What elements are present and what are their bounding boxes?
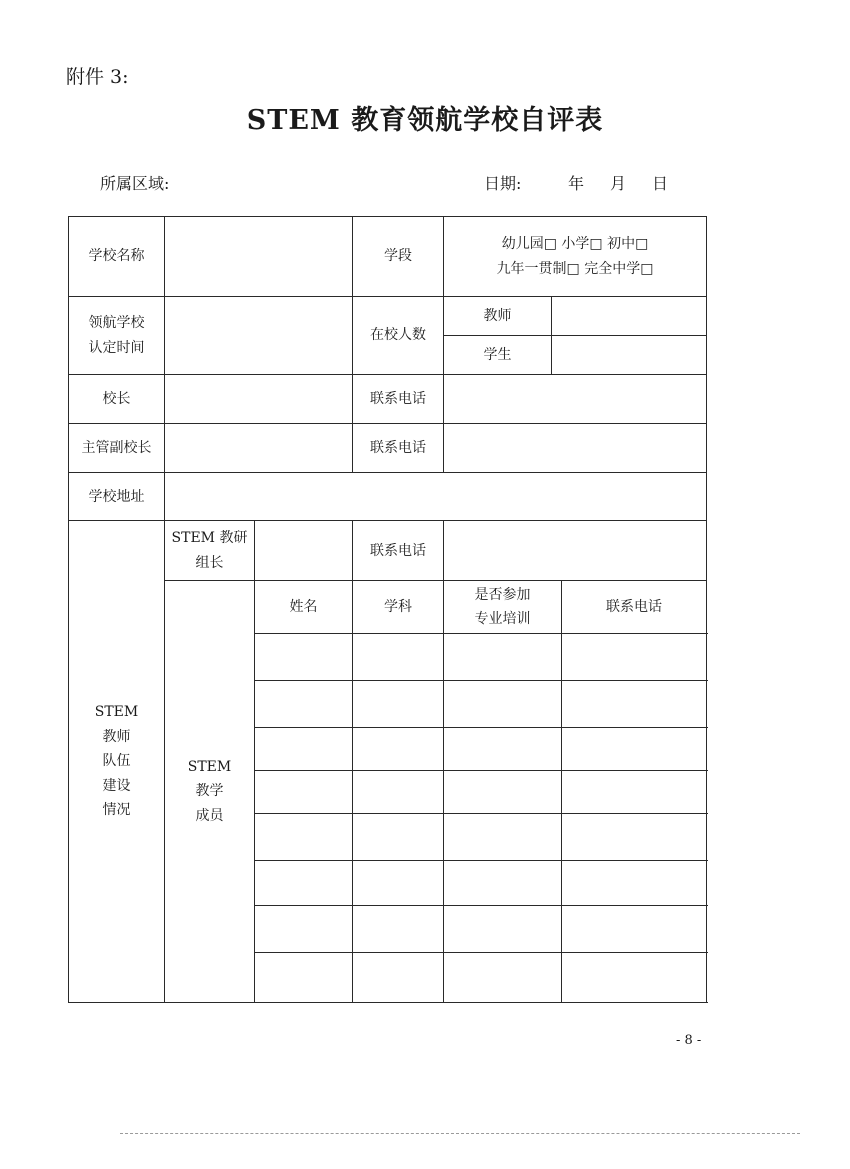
member-training-cell[interactable] xyxy=(444,860,562,905)
member-phone-cell[interactable] xyxy=(562,860,707,905)
member-subject-cell[interactable] xyxy=(353,634,444,680)
school-name-field[interactable] xyxy=(165,217,353,297)
member-phone-cell[interactable] xyxy=(562,634,707,680)
cert-time-label-line-2: 认定时间 xyxy=(88,339,145,356)
research-lead-label xyxy=(165,521,255,581)
teacher-count-label: 教师 xyxy=(444,297,552,336)
column-header-name: 姓名 xyxy=(255,581,353,634)
team-label-line-1: STEM xyxy=(94,704,139,721)
member-subject-cell[interactable] xyxy=(353,952,444,1002)
attachment-label: 附件 3: xyxy=(66,66,129,88)
student-count-label: 学生 xyxy=(444,336,552,375)
member-name-cell[interactable] xyxy=(255,860,353,905)
member-training-cell[interactable] xyxy=(444,634,562,680)
member-name-cell[interactable] xyxy=(255,952,353,1002)
member-training-cell[interactable] xyxy=(444,905,562,952)
members-label-line-2: 教学 xyxy=(195,783,224,800)
principal-field[interactable] xyxy=(165,375,353,424)
teacher-count-field[interactable] xyxy=(552,297,707,336)
team-label-line-2: 教师 xyxy=(102,728,131,745)
column-header-training xyxy=(444,581,562,634)
training-header-line-1: 是否参加 xyxy=(474,586,531,603)
member-name-cell[interactable] xyxy=(255,770,353,813)
day-label: 日 xyxy=(652,174,669,193)
member-training-cell[interactable] xyxy=(444,813,562,860)
cert-time-field[interactable] xyxy=(165,297,353,375)
member-name-cell[interactable] xyxy=(255,813,353,860)
team-label-line-4: 建设 xyxy=(102,777,131,794)
member-phone-cell[interactable] xyxy=(562,770,707,813)
member-training-cell[interactable] xyxy=(444,952,562,1002)
address-field[interactable] xyxy=(165,473,707,521)
principal-phone-field[interactable] xyxy=(444,375,707,424)
scan-artifact-line xyxy=(120,1133,800,1134)
member-subject-cell[interactable] xyxy=(353,860,444,905)
self-evaluation-form xyxy=(68,216,707,1003)
research-lead-phone-label: 联系电话 xyxy=(353,521,444,581)
page-title: STEM 教育领航学校自评表 xyxy=(246,105,604,136)
region-label: 所属区域: xyxy=(100,174,170,193)
member-name-cell[interactable] xyxy=(255,680,353,727)
vice-principal-phone-field[interactable] xyxy=(444,424,707,473)
team-section-label xyxy=(69,521,165,1003)
training-header-line-2: 专业培训 xyxy=(474,611,531,628)
member-subject-cell[interactable] xyxy=(353,680,444,727)
vice-principal-label: 主管副校长 xyxy=(69,424,165,473)
headcount-label: 在校人数 xyxy=(353,297,444,375)
member-phone-cell[interactable] xyxy=(562,727,707,770)
cert-time-label-line-1: 领航学校 xyxy=(88,315,145,332)
member-subject-cell[interactable] xyxy=(353,727,444,770)
column-header-subject: 学科 xyxy=(353,581,444,634)
stage-options-line-2[interactable]: 九年一贯制□ 完全中学□ xyxy=(496,260,654,277)
member-phone-cell[interactable] xyxy=(562,905,707,952)
members-label-line-1: STEM xyxy=(187,758,232,775)
school-name-label: 学校名称 xyxy=(69,217,165,297)
member-subject-cell[interactable] xyxy=(353,905,444,952)
member-phone-cell[interactable] xyxy=(562,813,707,860)
team-label-line-3: 队伍 xyxy=(102,753,131,770)
member-name-cell[interactable] xyxy=(255,727,353,770)
stage-label: 学段 xyxy=(353,217,444,297)
principal-label: 校长 xyxy=(69,375,165,424)
member-training-cell[interactable] xyxy=(444,680,562,727)
member-subject-cell[interactable] xyxy=(353,813,444,860)
member-name-cell[interactable] xyxy=(255,634,353,680)
research-lead-label-line-1: STEM 教研 xyxy=(171,530,248,547)
research-lead-field[interactable] xyxy=(255,521,353,581)
year-label: 年 xyxy=(568,174,585,193)
member-phone-cell[interactable] xyxy=(562,680,707,727)
student-count-field[interactable] xyxy=(552,336,707,375)
date-label-group xyxy=(484,171,668,194)
stage-options[interactable] xyxy=(444,217,707,297)
member-name-cell[interactable] xyxy=(255,905,353,952)
teaching-members-label xyxy=(165,581,255,1003)
page-number: - 8 - xyxy=(676,1033,702,1048)
member-training-cell[interactable] xyxy=(444,727,562,770)
member-subject-cell[interactable] xyxy=(353,770,444,813)
stage-options-line-1[interactable]: 幼儿园□ 小学□ 初中□ xyxy=(501,236,649,253)
member-phone-cell[interactable] xyxy=(562,952,707,1002)
member-training-cell[interactable] xyxy=(444,770,562,813)
address-label: 学校地址 xyxy=(69,473,165,521)
research-lead-label-line-2: 组长 xyxy=(195,554,224,571)
members-label-line-3: 成员 xyxy=(195,807,224,824)
month-label: 月 xyxy=(610,174,627,193)
date-label: 日期: xyxy=(484,174,522,193)
vice-principal-field[interactable] xyxy=(165,424,353,473)
principal-phone-label: 联系电话 xyxy=(353,375,444,424)
column-header-phone: 联系电话 xyxy=(562,581,707,634)
research-lead-phone-field[interactable] xyxy=(444,521,707,581)
cert-time-label xyxy=(69,297,165,375)
vice-principal-phone-label: 联系电话 xyxy=(353,424,444,473)
team-label-line-5: 情况 xyxy=(102,802,131,819)
